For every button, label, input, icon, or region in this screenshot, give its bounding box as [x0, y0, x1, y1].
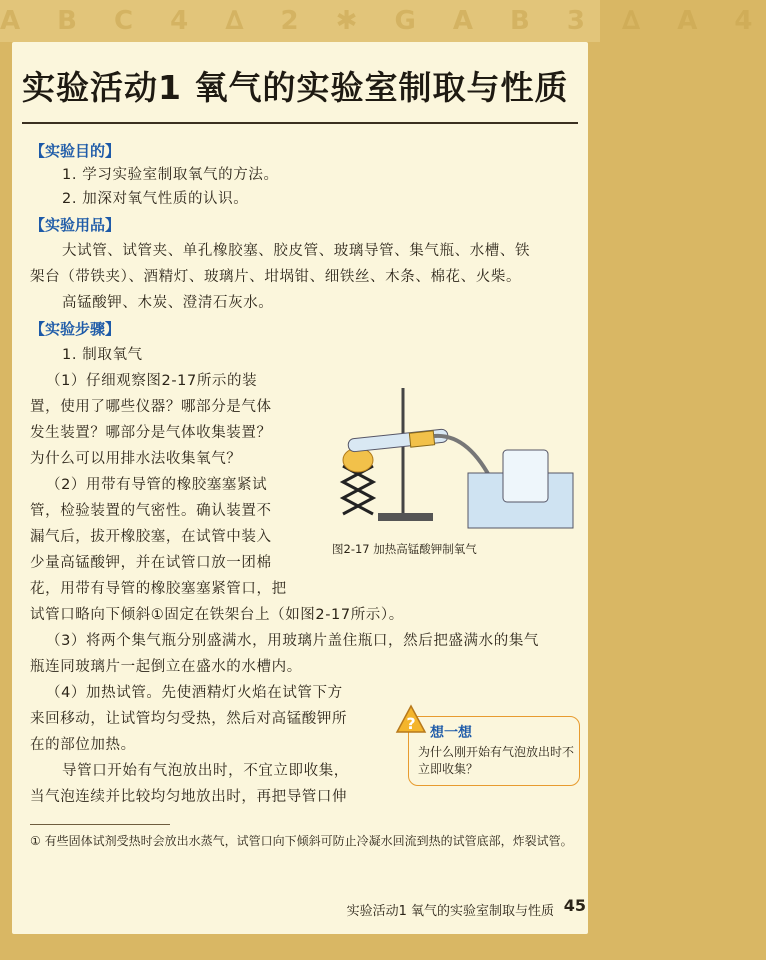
step-line: 少量高锰酸钾，并在试管口放一团棉 — [30, 555, 272, 571]
section-steps-heading: 【实验步骤】 — [30, 320, 121, 338]
step-line: 瓶连同玻璃片一起倒立在盛水的水槽内。 — [30, 659, 302, 675]
stand-base — [378, 513, 433, 521]
step-line: 置，使用了哪些仪器？哪部分是气体 — [30, 399, 272, 415]
step-line: 试管口略向下倾斜①固定在铁架台上（如图2-17所示）。 — [30, 607, 404, 623]
page-footer — [0, 888, 600, 928]
figure-caption: 图2-17 加热高锰酸钾制氧气 — [332, 542, 477, 556]
purpose-line: 1. 学习实验室制取氧气的方法。 — [62, 167, 279, 183]
top-decorative-border — [0, 0, 766, 42]
footer-running-title: 实验活动1 氧气的实验室制取与性质 — [346, 904, 554, 919]
section-materials-heading: 【实验用品】 — [30, 216, 121, 234]
step-line: 在的部位加热。 — [30, 737, 136, 753]
think-text: 为什么刚开始有气泡放出时不立即收集？ — [418, 745, 575, 776]
materials-line: 高锰酸钾、木炭、澄清石灰水。 — [62, 295, 274, 311]
oxygen-apparatus-figure — [318, 378, 580, 540]
step-line: 发生装置？哪部分是气体收集装置？ — [30, 425, 272, 441]
step-line: 来回移动，让试管均匀受热，然后对高锰酸钾所 — [30, 711, 348, 727]
step-line: （2）用带有导管的橡胶塞塞紧试 — [46, 477, 268, 493]
background-pattern: A B C 4 ∆ 2 ✱ G A B 3 ∆ A 4 — [0, 6, 766, 36]
rubber-stopper — [409, 431, 434, 447]
lab-jack — [343, 466, 373, 514]
purpose-line: 2. 加深对氧气性质的认识。 — [62, 191, 249, 207]
step-line: 为什么可以用排水法收集氧气？ — [30, 451, 242, 467]
page-number: 45 — [563, 896, 586, 915]
materials-line: 架台（带铁夹）、酒精灯、玻璃片、坩埚钳、细铁丝、木条、棉花、火柴。 — [30, 269, 522, 285]
step-line: 导管口开始有气泡放出时，不宜立即收集， — [62, 763, 349, 779]
step-line: （4）加热试管。先使酒精灯火焰在试管下方 — [46, 685, 343, 701]
step-line: 当气泡连续并比较均匀地放出时，再把导管口伸 — [30, 789, 348, 805]
svg-text:?: ? — [406, 714, 416, 733]
footnote: ① 有些固体试剂受热时会放出水蒸气，试管口向下倾斜可防止冷凝水回流到热的试管底部，炸裂试管。 — [30, 834, 573, 848]
step-line: 管，检验装置的气密性。确认装置不 — [30, 503, 272, 519]
step-line: 漏气后，拔开橡胶塞，在试管中装入 — [30, 529, 272, 545]
page-title: 实验活动1 氧气的实验室制取与性质 — [22, 68, 569, 107]
warning-question-icon — [395, 704, 427, 736]
footnote-rule — [30, 824, 170, 825]
step-line: （3）将两个集气瓶分别盛满水，用玻璃片盖住瓶口，然后把盛满水的集气 — [46, 633, 540, 649]
gas-bottle — [503, 450, 548, 502]
materials-line: 大试管、试管夹、单孔橡胶塞、胶皮管、玻璃导管、集气瓶、水槽、铁 — [62, 243, 531, 259]
step-line: （1）仔细观察图2-17所示的装 — [46, 373, 258, 389]
step-line: 花，用带有导管的橡胶塞塞紧管口，把 — [30, 581, 287, 597]
think-title: 想一想 — [430, 725, 472, 741]
step-line: 1. 制取氧气 — [62, 347, 143, 363]
section-purpose-heading: 【实验目的】 — [30, 142, 121, 160]
title-underline — [22, 122, 578, 124]
